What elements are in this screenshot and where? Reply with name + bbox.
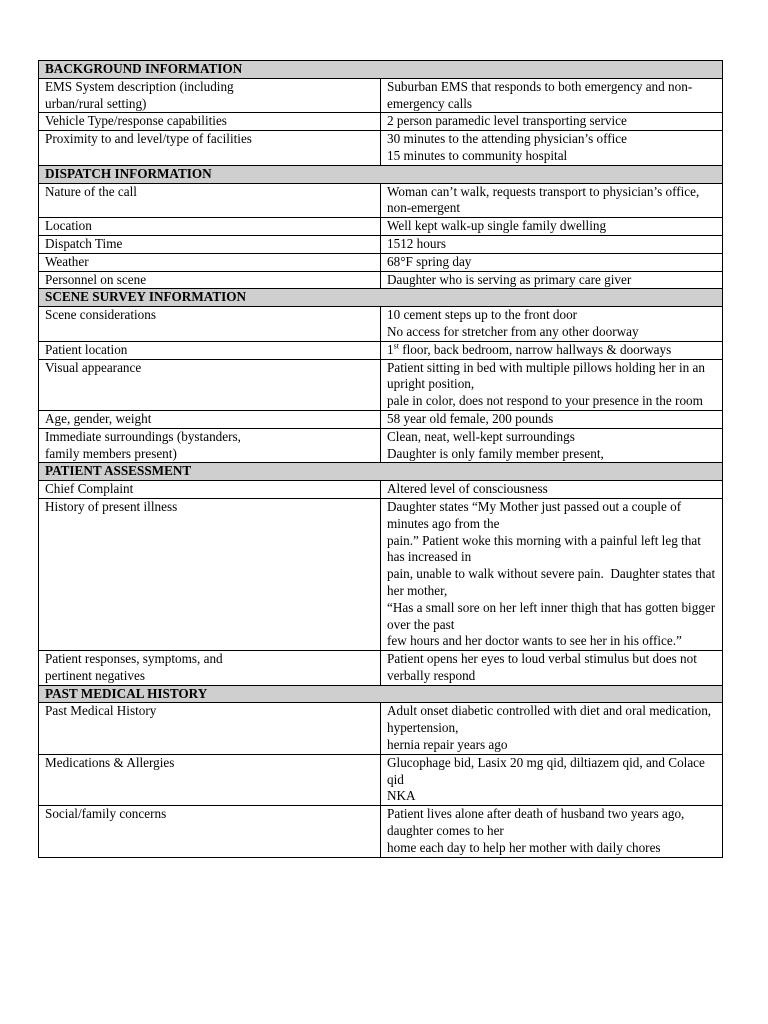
field-value-line: No access for stretcher from any other doorway [387, 323, 639, 339]
field-label-line: Dispatch Time [45, 235, 123, 251]
field-value [381, 218, 723, 236]
field-value-line: “Has a small sore on her left inner thigh that has gotten bigger over the past [387, 599, 719, 632]
table-body [39, 61, 723, 858]
table-row [39, 78, 723, 113]
field-value-line: Glucophage bid, Lasix 20 mg qid, diltiazem qid, and Colace qid [387, 754, 709, 787]
field-label-line: Immediate surroundings (bystanders, [45, 428, 241, 444]
field-label [39, 428, 381, 463]
field-value-line: 58 year old female, 200 pounds [387, 410, 554, 426]
field-value [381, 78, 723, 113]
field-label [39, 651, 381, 686]
section-header-row [39, 61, 723, 79]
table-row [39, 253, 723, 271]
field-label [39, 253, 381, 271]
section-title-patient-assessment: PATIENT ASSESSMENT [39, 463, 723, 481]
field-value-line: 1st floor, back bedroom, narrow hallways & doorways [387, 341, 672, 357]
field-value-line: pain.” Patient woke this morning with a painful left leg that has increased in [387, 532, 705, 565]
field-label-line: Patient location [45, 341, 128, 357]
field-value [381, 131, 723, 166]
table-row [39, 271, 723, 289]
field-value-line: few hours and her doctor wants to see her in his office.” [387, 633, 682, 649]
field-value-line: Daughter is only family member present, [387, 445, 604, 461]
field-value-line: 2 person paramedic level transporting service [387, 113, 627, 129]
field-label-line: Past Medical History [45, 703, 157, 719]
field-value-line: Daughter who is serving as primary care giver [387, 271, 632, 287]
field-label-line: Visual appearance [45, 359, 142, 375]
field-label-line: Medications & Allergies [45, 754, 175, 770]
field-value-line: Altered level of consciousness [387, 481, 548, 497]
table-row [39, 806, 723, 857]
field-label-line: History of present illness [45, 498, 178, 514]
table-row [39, 131, 723, 166]
field-value [381, 253, 723, 271]
field-label-line: Weather [45, 253, 89, 269]
case-scenario-table [38, 60, 723, 858]
field-value-line: 30 minutes to the attending physician’s office [387, 131, 628, 147]
field-label-line: Scene considerations [45, 307, 156, 323]
field-label [39, 78, 381, 113]
field-value-line: Woman can’t walk, requests transport to physician’s office, non-emergent [387, 183, 703, 216]
field-value-line: Clean, neat, well-kept surroundings [387, 428, 575, 444]
field-value-line: 10 cement steps up to the front door [387, 307, 578, 323]
table-row [39, 498, 723, 650]
field-label-line: pertinent negatives [45, 667, 145, 683]
field-label-line: Patient responses, symptoms, and [45, 651, 223, 667]
table-row [39, 359, 723, 410]
field-value [381, 703, 723, 754]
field-value-line: Well kept walk-up single family dwelling [387, 218, 607, 234]
field-value [381, 754, 723, 805]
field-label-line: Location [45, 218, 92, 234]
section-header-row [39, 463, 723, 481]
field-label [39, 703, 381, 754]
section-header-row [39, 165, 723, 183]
field-label [39, 359, 381, 410]
field-value-line: Suburban EMS that responds to both emergency and non-emergency calls [387, 78, 693, 111]
section-header-row [39, 685, 723, 703]
table-row [39, 218, 723, 236]
section-header-row [39, 289, 723, 307]
field-value-line: NKA [387, 788, 416, 804]
field-value [381, 481, 723, 499]
field-label-line: Personnel on scene [45, 271, 147, 287]
field-value-line: home each day to help her mother with daily chores [387, 839, 661, 855]
table-row [39, 703, 723, 754]
field-label-line: family members present) [45, 445, 177, 461]
field-label-line: Chief Complaint [45, 481, 134, 497]
table-row [39, 307, 723, 342]
field-value [381, 498, 723, 650]
table-row [39, 235, 723, 253]
field-value-line: pale in color, does not respond to your presence in the room [387, 393, 703, 409]
field-value-line: 68°F spring day [387, 253, 472, 269]
field-label-line: Vehicle Type/response capabilities [45, 113, 227, 129]
ordinal-suffix: st [393, 341, 399, 351]
field-label-line: urban/rural setting) [45, 95, 147, 111]
field-value [381, 428, 723, 463]
table-row [39, 754, 723, 805]
table-row [39, 651, 723, 686]
field-value-line: Adult onset diabetic controlled with diet and oral medication, hypertension, [387, 703, 715, 736]
field-value [381, 410, 723, 428]
section-title-background-information: BACKGROUND INFORMATION [39, 61, 723, 79]
section-title-scene-survey-information: SCENE SURVEY INFORMATION [39, 289, 723, 307]
field-value [381, 271, 723, 289]
section-title-past-medical-history: PAST MEDICAL HISTORY [39, 685, 723, 703]
table-row [39, 428, 723, 463]
field-label [39, 183, 381, 218]
field-value-line: Patient lives alone after death of husband two years ago, daughter comes to her [387, 806, 688, 839]
field-label [39, 271, 381, 289]
field-label [39, 410, 381, 428]
field-label-line: Proximity to and level/type of facilities [45, 131, 252, 147]
table-row [39, 410, 723, 428]
field-label-line: EMS System description (including [45, 78, 234, 94]
field-label [39, 113, 381, 131]
field-value [381, 359, 723, 410]
field-value-line: Daughter states “My Mother just passed out a couple of minutes ago from the [387, 498, 685, 531]
field-value [381, 307, 723, 342]
table-row [39, 183, 723, 218]
field-label [39, 235, 381, 253]
field-value-line: pain, unable to walk without severe pain. Daughter states that her mother, [387, 566, 719, 598]
field-label [39, 341, 381, 359]
field-value-line: hernia repair years ago [387, 737, 508, 753]
field-label [39, 307, 381, 342]
field-label [39, 218, 381, 236]
field-value [381, 235, 723, 253]
field-value [381, 113, 723, 131]
table-row [39, 481, 723, 499]
table-row [39, 341, 723, 359]
field-label [39, 754, 381, 805]
table-row [39, 113, 723, 131]
field-label-line: Social/family concerns [45, 806, 167, 822]
field-value-line: 15 minutes to community hospital [387, 147, 568, 163]
field-label-line: Nature of the call [45, 183, 137, 199]
field-value [381, 651, 723, 686]
section-title-dispatch-information: DISPATCH INFORMATION [39, 165, 723, 183]
field-value-line: 1512 hours [387, 235, 446, 251]
field-label [39, 806, 381, 857]
field-value [381, 183, 723, 218]
field-value [381, 341, 723, 359]
field-value-line: Patient sitting in bed with multiple pillows holding her in an upright position, [387, 359, 709, 392]
field-label [39, 498, 381, 650]
field-label [39, 131, 381, 166]
field-label-line: Age, gender, weight [45, 410, 152, 426]
field-value [381, 806, 723, 857]
field-value-line: Patient opens her eyes to loud verbal stimulus but does not verbally respond [387, 651, 701, 683]
field-label [39, 481, 381, 499]
